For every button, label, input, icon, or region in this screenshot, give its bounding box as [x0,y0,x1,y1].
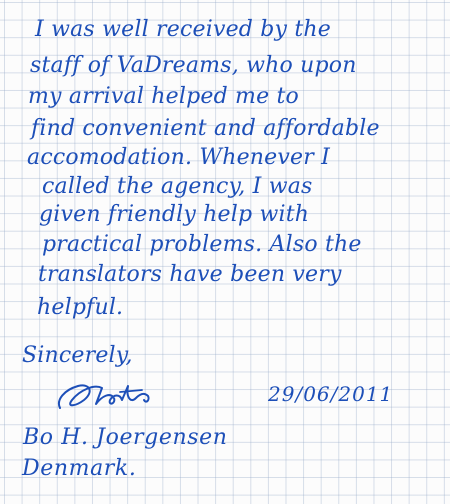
letter-line-2: staff of VaDreams, who upon [30,53,357,78]
letter-line-9: translators have been very [38,262,342,287]
closing-salutation: Sincerely, [22,343,133,368]
letter-line-3: my arrival helped me to [28,84,300,109]
letter-line-7: given friendly help with [39,202,310,227]
handwritten-signature [50,372,190,420]
signer-country: Denmark. [22,456,137,481]
letter-line-4: find convenient and affordable [31,116,380,141]
letter-line-1: I was well received by the [35,17,332,42]
letter-line-8: practical problems. Also the [42,232,362,257]
signer-name: Bo H. Joergensen [23,425,228,450]
letter-line-6: called the agency, I was [42,174,313,199]
letter-line-10: helpful. [37,295,124,320]
letter-line-5: accomodation. Whenever I [27,145,331,170]
letter-date: 29/06/2011 [268,382,394,406]
